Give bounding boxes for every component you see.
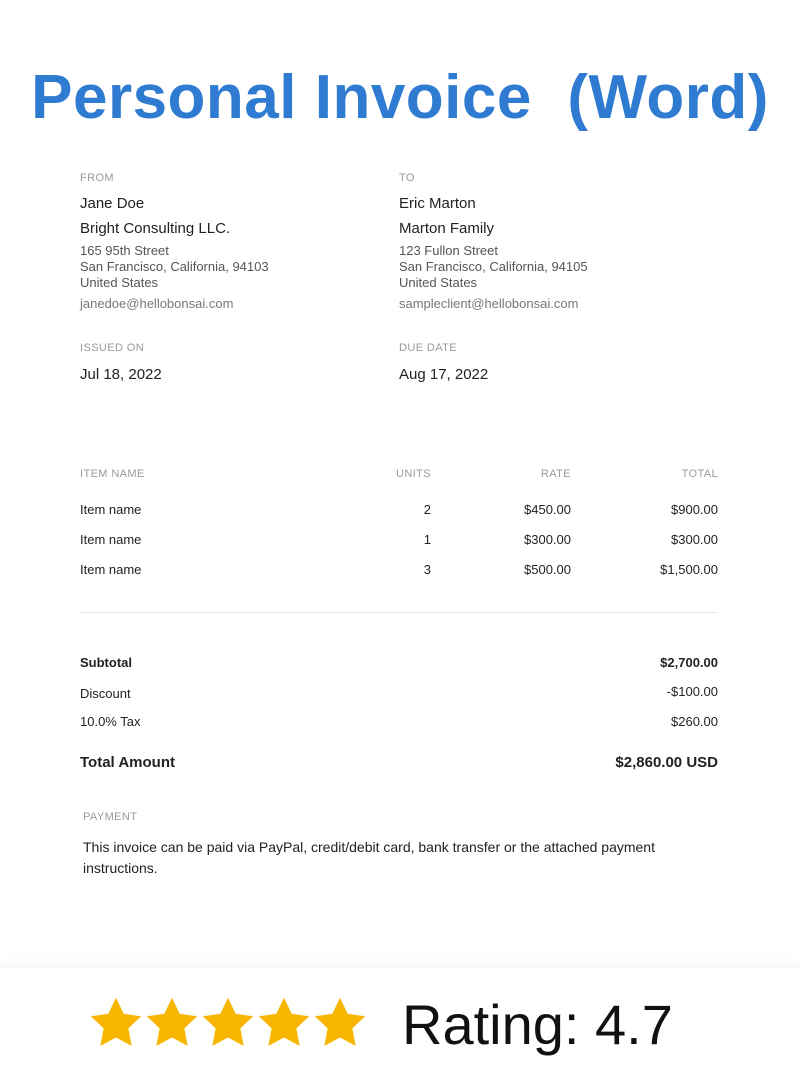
issued-section xyxy=(80,342,380,383)
header-item-name: ITEM NAME xyxy=(80,468,145,480)
discount-row xyxy=(80,686,718,706)
total-value: $2,860.00 USD xyxy=(615,754,718,771)
to-company: Marton Family xyxy=(399,220,495,237)
star-icon xyxy=(144,995,200,1051)
item-rate: $450.00 xyxy=(524,502,571,517)
issued-date: Jul 18, 2022 xyxy=(80,366,162,383)
item-name: Item name xyxy=(80,502,142,517)
subtotal-row xyxy=(80,655,718,675)
payment-label: PAYMENT xyxy=(83,811,138,823)
due-date: Aug 17, 2022 xyxy=(399,366,489,383)
tax-value: $260.00 xyxy=(671,714,718,729)
items-divider xyxy=(80,612,718,613)
total-row xyxy=(80,754,718,774)
to-name: Eric Marton xyxy=(399,195,476,212)
discount-label: Discount xyxy=(80,686,131,701)
header-units: UNITS xyxy=(396,468,431,480)
item-total: $900.00 xyxy=(671,502,718,517)
to-country: United States xyxy=(399,275,478,290)
discount-value: -$100.00 xyxy=(666,684,718,699)
from-email: janedoe@hellobonsai.com xyxy=(80,296,234,311)
rating-stars xyxy=(88,995,368,1053)
subtotal-label: Subtotal xyxy=(80,655,132,670)
item-units: 1 xyxy=(423,532,431,547)
document-title: Personal Invoice (Word) xyxy=(31,63,769,132)
tax-row xyxy=(80,714,718,734)
star-icon xyxy=(256,995,312,1051)
total-label: Total Amount xyxy=(80,754,175,771)
from-label: FROM xyxy=(80,172,114,184)
from-company: Bright Consulting LLC. xyxy=(80,220,231,237)
due-section xyxy=(399,342,699,383)
issued-label: ISSUED ON xyxy=(80,342,145,354)
item-total: $1,500.00 xyxy=(660,562,718,577)
item-total: $300.00 xyxy=(671,532,718,547)
item-rate: $300.00 xyxy=(524,532,571,547)
item-rate: $500.00 xyxy=(524,562,571,577)
table-row xyxy=(80,532,718,562)
to-section xyxy=(399,172,699,311)
due-label: DUE DATE xyxy=(399,342,458,354)
tax-label: 10.0% Tax xyxy=(80,714,141,729)
from-country: United States xyxy=(80,275,159,290)
table-row xyxy=(80,502,718,532)
items-table xyxy=(80,468,718,592)
star-icon xyxy=(200,995,256,1051)
rating-text: Rating: 4.7 xyxy=(402,993,673,1056)
item-units: 2 xyxy=(423,502,431,517)
from-city: San Francisco, California, 94103 xyxy=(80,259,269,274)
to-email: sampleclient@hellobonsai.com xyxy=(399,296,579,311)
from-name: Jane Doe xyxy=(80,195,145,212)
to-street: 123 Fullon Street xyxy=(399,243,499,258)
item-name: Item name xyxy=(80,562,142,577)
subtotal-value: $2,700.00 xyxy=(660,655,718,670)
items-header-row xyxy=(80,468,718,502)
item-units: 3 xyxy=(423,562,431,577)
to-city: San Francisco, California, 94105 xyxy=(399,259,588,274)
payment-text: This invoice can be paid via PayPal, credit/debit card, bank transfer or the attached payment instructions. xyxy=(83,839,655,876)
item-name: Item name xyxy=(80,532,142,547)
from-street: 165 95th Street xyxy=(80,243,169,258)
from-section xyxy=(80,172,380,311)
header-total: TOTAL xyxy=(681,468,718,480)
star-icon xyxy=(88,995,144,1051)
star-icon xyxy=(312,995,368,1051)
to-label: TO xyxy=(399,172,415,184)
table-row xyxy=(80,562,718,592)
header-rate: RATE xyxy=(540,468,571,480)
